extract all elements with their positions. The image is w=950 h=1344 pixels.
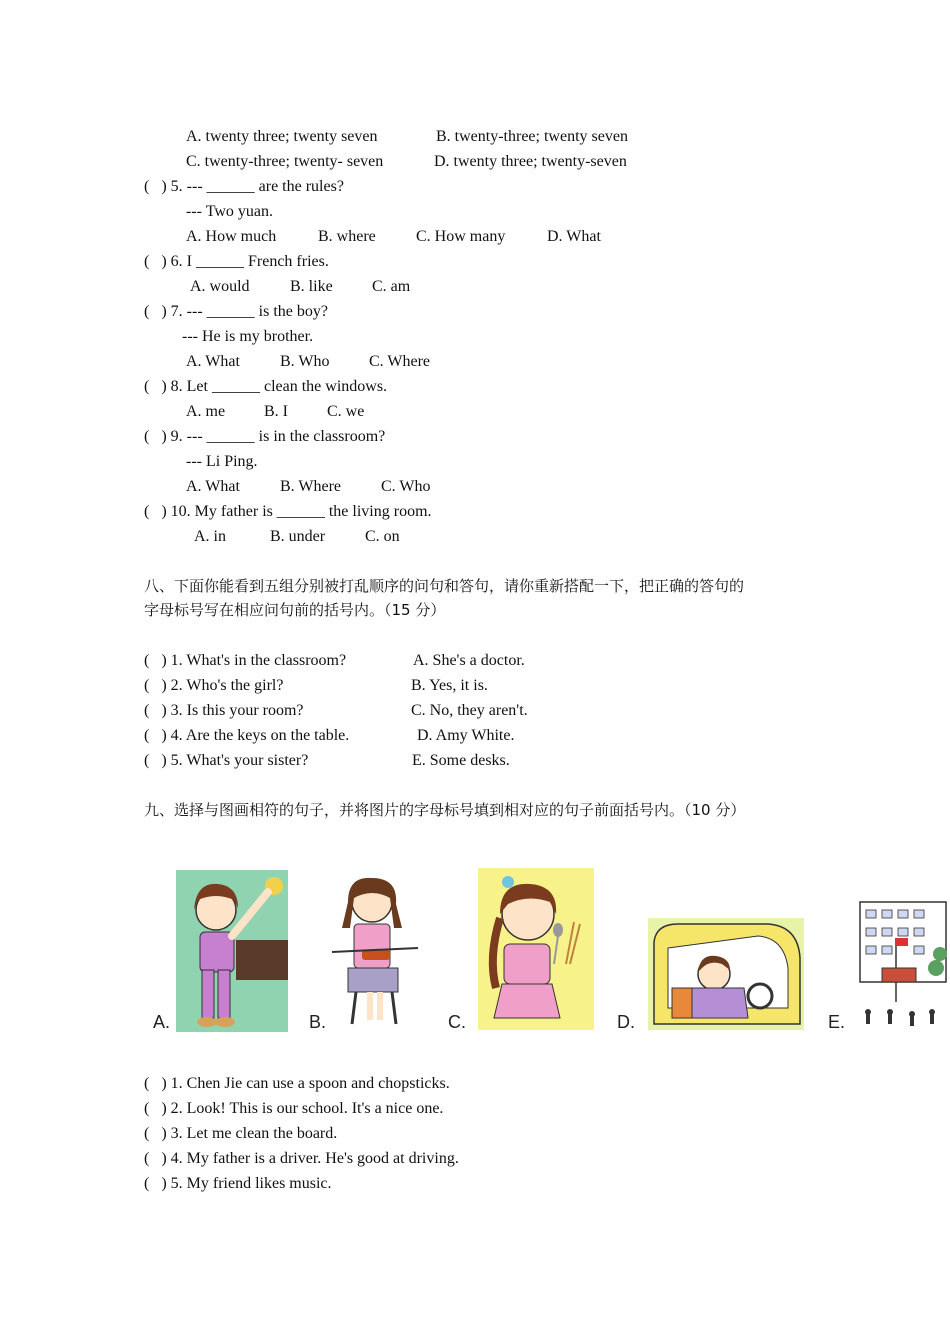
section8-question-2: ( ) 2. Who's the girl? — [144, 677, 284, 694]
picture-d-man-driving — [648, 918, 804, 1030]
section8-answer-e: E. Some desks. — [412, 752, 510, 769]
picture-b-girl-playing-music — [326, 868, 424, 1028]
q6-option-a: A. would — [190, 278, 250, 295]
section8-question-3: ( ) 3. Is this your room? — [144, 702, 304, 719]
q5-option-a: A. How much — [186, 228, 277, 245]
q6-option-b: B. like — [290, 278, 333, 295]
q4-option-c: C. twenty-three; twenty- seven — [186, 153, 384, 170]
section9-sentence-3: ( ) 3. Let me clean the board. — [144, 1125, 338, 1142]
q10-option-c: C. on — [365, 528, 400, 545]
q4-option-a: A. twenty three; twenty seven — [186, 128, 378, 145]
q6-stem: ( ) 6. I ______ French fries. — [144, 253, 329, 270]
picture-c-girl-with-chopsticks — [478, 868, 594, 1030]
section9-sentence-2: ( ) 2. Look! This is our school. It's a nice one. — [144, 1100, 444, 1117]
picture-e-school-building — [856, 898, 948, 1030]
q9-option-c: C. Who — [381, 478, 431, 495]
q8-option-b: B. I — [264, 403, 288, 420]
q9-option-a: A. What — [186, 478, 240, 495]
q7-answer: --- He is my brother. — [182, 328, 314, 345]
section8-answer-b: B. Yes, it is. — [411, 677, 488, 694]
section9-sentence-1: ( ) 1. Chen Jie can use a spoon and chopsticks. — [144, 1075, 450, 1092]
picture-d-label: D. — [617, 1012, 635, 1032]
q10-option-b: B. under — [270, 528, 326, 545]
section8-answer-d: D. Amy White. — [417, 727, 515, 744]
q5-option-d: D. What — [547, 228, 601, 245]
section8-question-1: ( ) 1. What's in the classroom? — [144, 652, 347, 669]
q7-option-c: C. Where — [369, 353, 431, 370]
q9-answer: --- Li Ping. — [186, 453, 258, 470]
section9-title: 九、选择与图画相符的句子，并将图片的字母标号填到相对应的句子前面括号内。（10 分） — [144, 801, 746, 819]
q5-stem: ( ) 5. --- ______ are the rules? — [144, 178, 344, 195]
picture-a-label: A. — [153, 1012, 171, 1032]
section8-title-line1: 八、下面你能看到五组分别被打乱顺序的问句和答句，请你重新搭配一下，把正确的答句的 — [144, 577, 745, 595]
q7-stem: ( ) 7. --- ______ is the boy? — [144, 303, 328, 320]
section8-answer-c: C. No, they aren't. — [411, 702, 528, 719]
section9-sentence-5: ( ) 5. My friend likes music. — [144, 1175, 332, 1192]
q8-option-c: C. we — [327, 403, 365, 420]
q4-option-d: D. twenty three; twenty-seven — [434, 153, 627, 170]
q8-stem: ( ) 8. Let ______ clean the windows. — [144, 378, 388, 395]
section8-title-line2: 字母标号写在相应问句前的括号内。（15 分） — [144, 601, 446, 619]
q7-option-a: A. What — [186, 353, 240, 370]
section8-question-5: ( ) 5. What's your sister? — [144, 752, 309, 769]
section8-question-4: ( ) 4. Are the keys on the table. — [144, 727, 350, 744]
q7-option-b: B. Who — [280, 353, 330, 370]
picture-b-label: B. — [309, 1012, 327, 1032]
q5-option-c: C. How many — [416, 228, 506, 245]
q8-option-a: A. me — [186, 403, 226, 420]
picture-a-girl-cleaning-board — [176, 870, 288, 1032]
q9-stem: ( ) 9. --- ______ is in the classroom? — [144, 428, 386, 445]
q6-option-c: C. am — [372, 278, 411, 295]
q10-stem: ( ) 10. My father is ______ the living room. — [144, 503, 432, 520]
q5-answer: --- Two yuan. — [186, 203, 274, 220]
q9-option-b: B. Where — [280, 478, 342, 495]
section9-sentence-4: ( ) 4. My father is a driver. He's good at driving. — [144, 1150, 459, 1167]
picture-c-label: C. — [448, 1012, 466, 1032]
q5-option-b: B. where — [318, 228, 376, 245]
q4-option-b: B. twenty-three; twenty seven — [436, 128, 628, 145]
picture-e-label: E. — [828, 1012, 846, 1032]
section8-answer-a: A. She's a doctor. — [413, 652, 525, 669]
q10-option-a: A. in — [194, 528, 226, 545]
